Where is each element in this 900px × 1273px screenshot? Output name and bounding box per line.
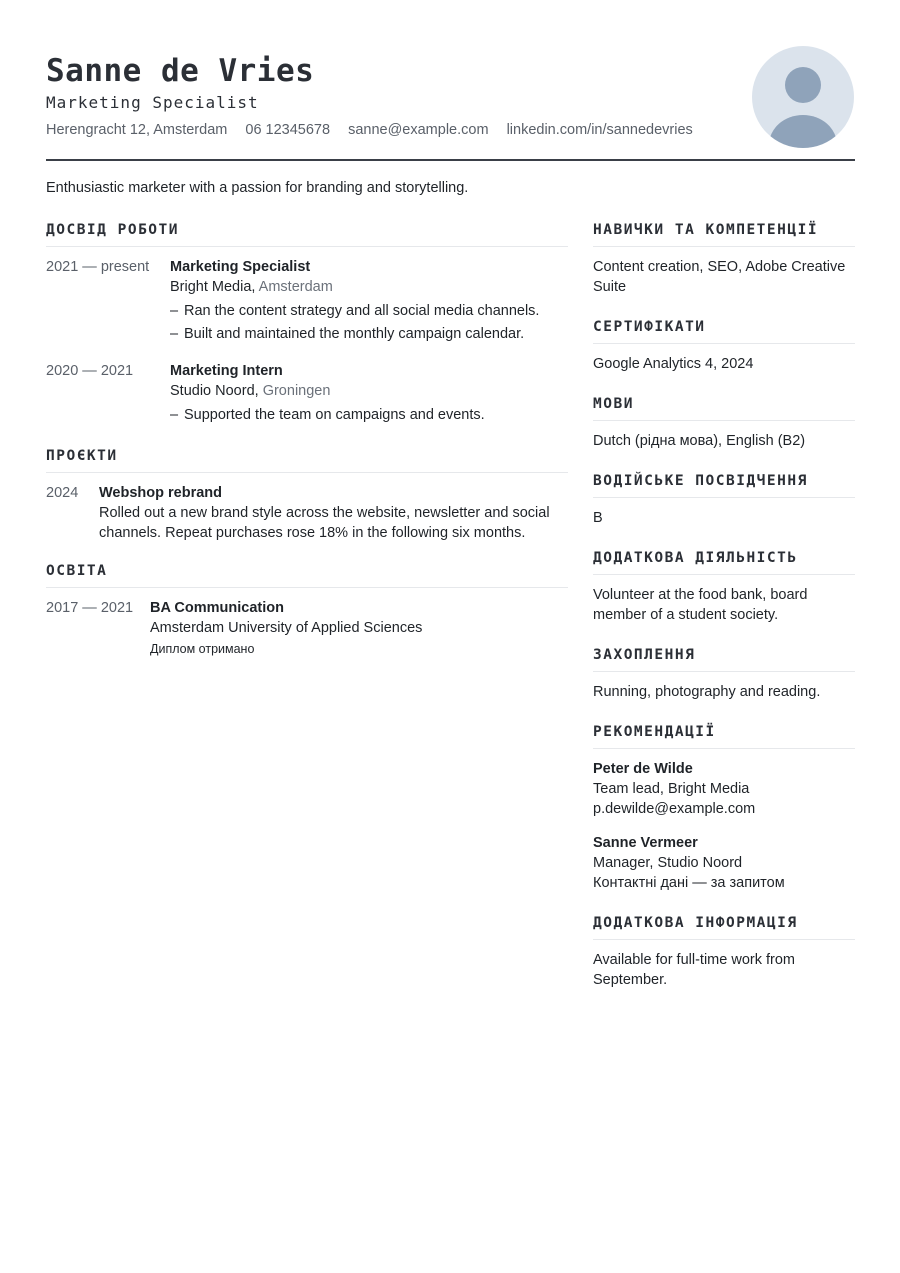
hobbies-text: Running, photography and reading. xyxy=(593,684,821,700)
section-title: ДОСВІД РОБОТИ xyxy=(46,222,568,247)
reference-entry xyxy=(593,833,855,893)
entry-title: Marketing Intern xyxy=(170,363,283,379)
contact-address: Herengracht 12, Amsterdam xyxy=(46,122,228,138)
entry-title: Marketing Specialist xyxy=(170,259,311,275)
entry-company: Bright Media xyxy=(170,279,252,295)
reference-role: Manager, Studio Noord xyxy=(593,855,743,871)
activities-text: Volunteer at the food bank, board member of a student society. xyxy=(593,587,808,623)
bullet-item: – Built and maintained the monthly campaign calendar. xyxy=(170,324,568,344)
certificates-section xyxy=(593,319,855,374)
entry-bullets xyxy=(170,301,568,344)
certificates-text: Google Analytics 4, 2024 xyxy=(593,356,754,372)
section-title: СЕРТИФІКАТИ xyxy=(593,319,855,344)
entry-note: Диплом отримано xyxy=(150,642,255,656)
reference-role: Team lead, Bright Media xyxy=(593,781,750,797)
project-entry xyxy=(46,483,568,543)
section-title: ДОДАТКОВА ІНФОРМАЦІЯ xyxy=(593,915,855,940)
candidate-name: Sanne de Vries xyxy=(46,53,315,89)
reference-contact[interactable]: p.dewilde@example.com xyxy=(593,801,756,817)
contact-email[interactable]: sanne@example.com xyxy=(348,122,489,138)
license-section xyxy=(593,473,855,528)
experience-entry: 2021 — present Marketing Specialist Bright Media, Amsterdam – Ran the content strategy and all social media channels. – Built and maintained the monthly campaign calendar. xyxy=(46,257,568,347)
reference-name: Sanne Vermeer xyxy=(593,835,698,851)
additional-text: Available for full-time work from September. xyxy=(593,952,795,988)
entry-location: Amsterdam xyxy=(258,279,333,295)
experience-entry: 2020 — 2021 Marketing Intern Studio Noord, Groningen – Supported the team on campaigns and events. xyxy=(46,361,568,428)
entry-company: Studio Noord xyxy=(170,383,255,399)
candidate-role: Marketing Specialist xyxy=(46,93,259,112)
projects-section xyxy=(46,448,568,543)
experience-section xyxy=(46,222,568,428)
section-title: МОВИ xyxy=(593,396,855,421)
reference-name: Peter de Wilde xyxy=(593,761,693,777)
entry-dates: 2021 — present xyxy=(46,259,150,275)
languages-text: Dutch (рідна мова), English (B2) xyxy=(593,433,806,449)
entry-description: Rolled out a new brand style across the website, newsletter and social channels. Repeat purchases rose 18% in the following six months. xyxy=(99,505,550,541)
additional-section xyxy=(593,915,855,990)
entry-title: Webshop rebrand xyxy=(99,485,222,501)
summary-text: Enthusiastic marketer with a passion for branding and storytelling. xyxy=(46,180,469,196)
activities-section xyxy=(593,550,855,625)
right-column xyxy=(593,222,855,1012)
education-section xyxy=(46,563,568,659)
references-section xyxy=(593,724,855,893)
entry-school: Amsterdam University of Applied Sciences xyxy=(150,620,423,636)
hobbies-section xyxy=(593,647,855,702)
contact-linkedin[interactable]: linkedin.com/in/sannedevries xyxy=(506,122,693,138)
entry-location: Groningen xyxy=(262,383,331,399)
left-column xyxy=(46,222,568,679)
education-entry xyxy=(46,598,568,659)
entry-degree: BA Communication xyxy=(150,600,284,616)
license-text: B xyxy=(593,510,603,526)
contact-phone: 06 12345678 xyxy=(245,122,331,138)
section-title: ДОДАТКОВА ДІЯЛЬНІСТЬ xyxy=(593,550,855,575)
contact-line xyxy=(46,122,746,138)
bullet-item: – Supported the team on campaigns and events. xyxy=(170,405,568,425)
section-title: ПРОЄКТИ xyxy=(46,448,568,473)
entry-dates: 2020 — 2021 xyxy=(46,363,134,379)
section-title: ВОДІЙСЬКЕ ПОСВІДЧЕННЯ xyxy=(593,473,855,498)
reference-contact: Контактні дані — за запитом xyxy=(593,875,785,891)
section-title: ОСВІТА xyxy=(46,563,568,588)
header-divider xyxy=(46,159,855,161)
resume-header xyxy=(46,52,746,138)
bullet-item: – Ran the content strategy and all social media channels. xyxy=(170,301,568,321)
section-title: НАВИЧКИ ТА КОМПЕТЕНЦІЇ xyxy=(593,222,855,247)
avatar-head-shape xyxy=(785,67,821,103)
languages-section xyxy=(593,396,855,451)
entry-dates: 2017 — 2021 xyxy=(46,600,134,616)
avatar-body-shape xyxy=(769,115,837,148)
section-title: РЕКОМЕНДАЦІЇ xyxy=(593,724,855,749)
avatar-placeholder-icon xyxy=(752,46,854,148)
skills-section xyxy=(593,222,855,297)
entry-bullets xyxy=(170,405,568,425)
section-title: ЗАХОПЛЕННЯ xyxy=(593,647,855,672)
entry-year: 2024 xyxy=(46,485,79,501)
skills-text: Content creation, SEO, Adobe Creative Suite xyxy=(593,259,846,295)
reference-entry xyxy=(593,759,855,819)
